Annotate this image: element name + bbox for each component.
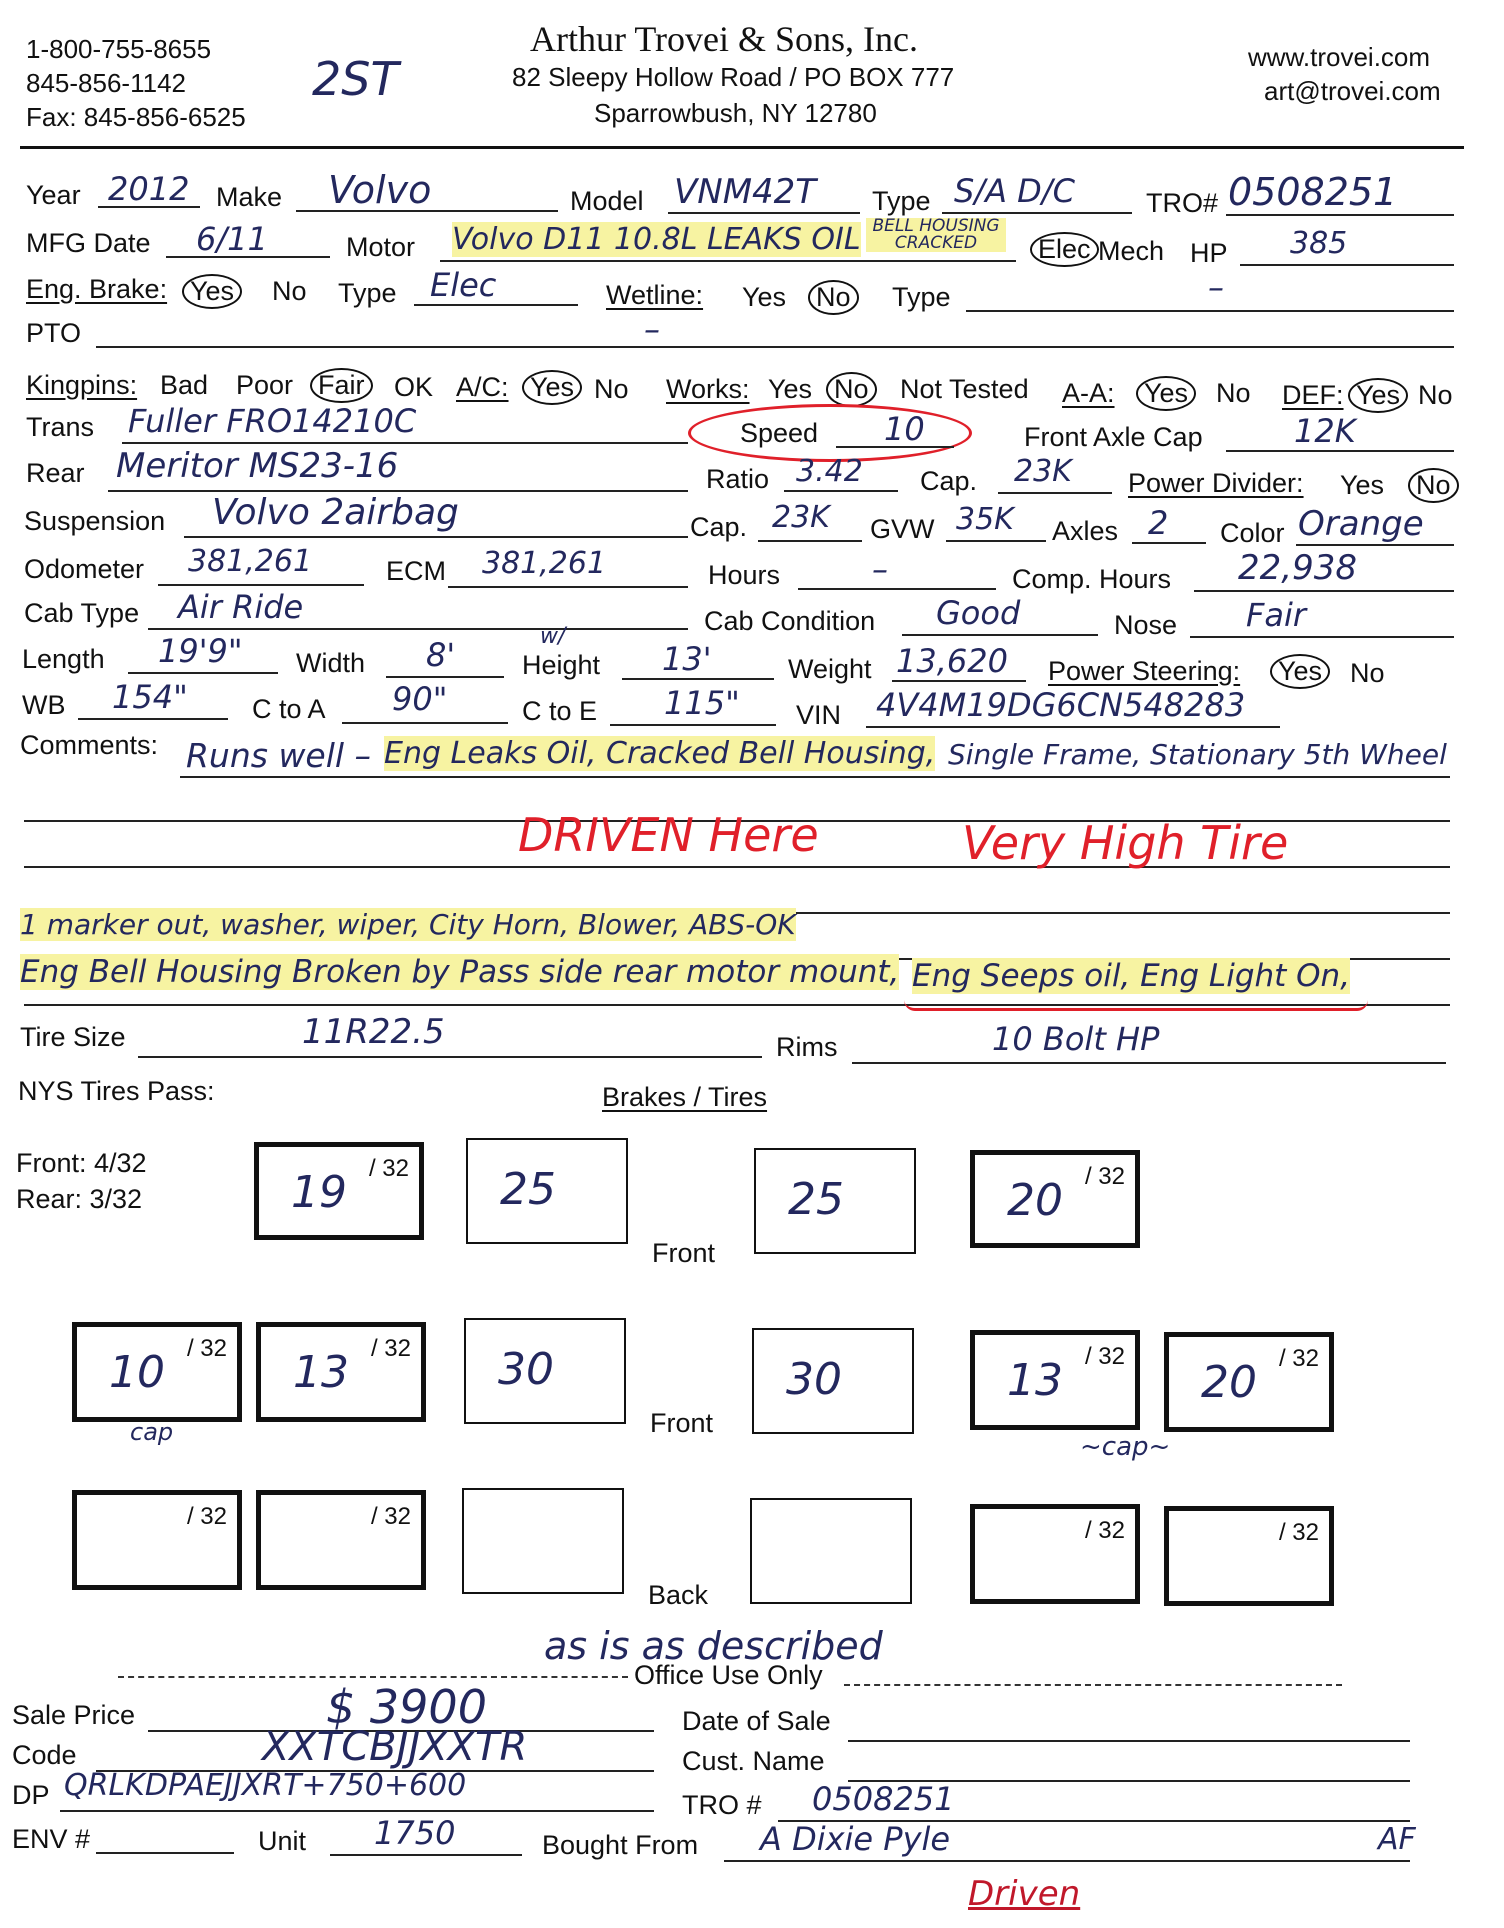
tire-box-back-2 bbox=[256, 1490, 426, 1590]
tire-box-row2-6 bbox=[1164, 1332, 1334, 1432]
wb-label: WB bbox=[22, 690, 66, 720]
comments-red-note-2: Very High Tire bbox=[962, 816, 1289, 870]
comp-hours-value: 22,938 bbox=[1238, 548, 1357, 588]
code-label: Code bbox=[12, 1740, 77, 1770]
axles-label: Axles bbox=[1052, 516, 1119, 546]
cap-note-right: ~cap~ bbox=[1080, 1432, 1171, 1462]
phone-2: 845-856-1142 bbox=[26, 68, 186, 98]
comments-line-5a: Eng Bell Housing Broken by Pass side rear motor mount, bbox=[20, 954, 900, 990]
tire-box-back-5 bbox=[970, 1504, 1140, 1604]
nose-label: Nose bbox=[1114, 610, 1178, 640]
brake-value: 30 bbox=[786, 1354, 842, 1405]
comments-line-1c: Single Frame, Stationary 5th Wheel bbox=[948, 738, 1447, 771]
office-use-only-label: Office Use Only bbox=[634, 1660, 823, 1690]
eng-type-label: Type bbox=[338, 278, 397, 308]
tire-box-row2-1 bbox=[72, 1322, 242, 1422]
sale-price-value: $ 3900 bbox=[326, 1680, 487, 1734]
weight-value: 13,620 bbox=[896, 642, 1008, 680]
tire-tread-value: 20 bbox=[1007, 1175, 1063, 1226]
axles-value: 2 bbox=[1148, 504, 1169, 542]
code-value: XXTCBJJXXTR bbox=[262, 1724, 528, 1770]
kingpins-ok: OK bbox=[394, 372, 434, 402]
suspension-cap-value: 23K bbox=[772, 500, 830, 535]
date-of-sale-label: Date of Sale bbox=[682, 1706, 831, 1736]
height-value: 13' bbox=[662, 640, 712, 678]
rear-tire-spec: Rear: 3/32 bbox=[16, 1184, 143, 1214]
company-address-2: Sparrowbush, NY 12780 bbox=[594, 98, 877, 128]
comments-red-underline bbox=[904, 1000, 1368, 1011]
c-to-a-label: C to A bbox=[252, 694, 326, 724]
company-email[interactable]: art@trovei.com bbox=[1264, 76, 1441, 106]
brake-value: 25 bbox=[500, 1164, 556, 1215]
vin-value: 4V4M19DG6CN548283 bbox=[876, 686, 1246, 724]
comments-line-1b: Eng Leaks Oil, Cracked Bell Housing, bbox=[384, 736, 936, 771]
pto-value: – bbox=[644, 310, 660, 348]
tire-fraction: / 32 bbox=[1278, 1345, 1319, 1372]
cust-name-label: Cust. Name bbox=[682, 1746, 825, 1776]
kingpins-bad: Bad bbox=[160, 370, 209, 400]
comments-line-5b: Eng Seeps oil, Eng Light On, bbox=[912, 958, 1351, 994]
power-steering-no: No bbox=[1350, 658, 1385, 688]
tire-fraction: / 32 bbox=[1084, 1163, 1125, 1190]
env-label: ENV # bbox=[12, 1824, 91, 1854]
comments-red-note-1: DRIVEN Here bbox=[518, 808, 819, 862]
brake-box-front-left bbox=[466, 1138, 628, 1244]
rear-cap-label: Cap. bbox=[920, 466, 978, 496]
fax-number: Fax: 845-856-6525 bbox=[26, 102, 246, 132]
nys-tires-pass-label: NYS Tires Pass: bbox=[18, 1076, 215, 1106]
tire-fraction: / 32 bbox=[1278, 1519, 1319, 1546]
c-to-a-value: 90" bbox=[392, 680, 448, 718]
tire-tread-value: 13 bbox=[293, 1347, 349, 1398]
odometer-label: Odometer bbox=[24, 554, 145, 584]
as-is-note: as is as described bbox=[544, 1624, 883, 1668]
tire-box-back-6 bbox=[1164, 1506, 1334, 1606]
ratio-value: 3.42 bbox=[796, 454, 863, 489]
length-label: Length bbox=[22, 644, 105, 674]
color-label: Color bbox=[1220, 518, 1285, 548]
tro-office-label: TRO # bbox=[682, 1790, 762, 1820]
bought-from-value: A Dixie Pyle bbox=[760, 1820, 951, 1858]
comp-hours-label: Comp. Hours bbox=[1012, 564, 1172, 594]
dp-value: QRLKDPAEJJXRT+750+600 bbox=[64, 1768, 467, 1803]
rear-value: Meritor MS23-16 bbox=[116, 446, 399, 486]
ac-no: No bbox=[594, 374, 629, 404]
def-no: No bbox=[1418, 380, 1453, 410]
wetline-type-label: Type bbox=[892, 282, 951, 312]
power-steering-yes-circled: Yes bbox=[1270, 654, 1330, 689]
phone-1: 1-800-755-8655 bbox=[26, 34, 212, 64]
wetline-type-value: – bbox=[1208, 268, 1224, 306]
dp-label: DP bbox=[12, 1780, 50, 1810]
mfg-date-label: MFG Date bbox=[26, 228, 151, 258]
kingpins-fair-circled: Fair bbox=[310, 368, 373, 403]
aa-label: A-A: bbox=[1062, 378, 1115, 408]
tire-fraction: / 32 bbox=[1084, 1517, 1125, 1544]
unit-label: Unit bbox=[258, 1826, 307, 1856]
c-to-e-value: 115" bbox=[664, 684, 740, 722]
rims-label: Rims bbox=[776, 1032, 838, 1062]
height-note: w/ bbox=[540, 624, 566, 649]
tire-tread-value: 10 bbox=[109, 1347, 165, 1398]
width-value: 8' bbox=[426, 636, 456, 674]
year-label: Year bbox=[26, 180, 81, 210]
rear-cap-value: 23K bbox=[1014, 454, 1072, 489]
suspension-label: Suspension bbox=[24, 506, 166, 536]
tire-fraction: / 32 bbox=[186, 1335, 227, 1362]
brake-box-row2-right bbox=[752, 1328, 914, 1434]
year-value: 2012 bbox=[108, 170, 190, 208]
tire-fraction: / 32 bbox=[368, 1155, 409, 1182]
office-dash-right bbox=[844, 1684, 1342, 1686]
pto-label: PTO bbox=[26, 318, 82, 348]
works-no-circled: No bbox=[826, 372, 877, 407]
power-steering-label: Power Steering: bbox=[1048, 656, 1241, 686]
eng-type-value: Elec bbox=[430, 266, 497, 304]
odometer-value: 381,261 bbox=[188, 544, 313, 579]
office-dash-left bbox=[118, 1676, 628, 1678]
type-value: S/A D/C bbox=[954, 172, 1075, 210]
kingpins-label: Kingpins: bbox=[26, 370, 138, 400]
driven-note: Driven bbox=[968, 1874, 1081, 1914]
motor-value: Volvo D11 10.8L LEAKS OIL bbox=[452, 222, 861, 257]
c-to-e-label: C to E bbox=[522, 696, 598, 726]
width-label: Width bbox=[296, 648, 366, 678]
model-label: Model bbox=[570, 186, 644, 216]
tire-box-row2-5 bbox=[970, 1330, 1140, 1430]
elec-option-circled: Elec bbox=[1030, 232, 1099, 267]
wetline-label: Wetline: bbox=[606, 280, 704, 310]
tire-tread-value: 20 bbox=[1201, 1357, 1257, 1408]
tro-value: 0508251 bbox=[1228, 170, 1398, 214]
rear-label: Rear bbox=[26, 458, 85, 488]
brake-value: 30 bbox=[498, 1344, 554, 1395]
nose-value: Fair bbox=[1246, 596, 1307, 634]
tire-box-front-right-outer bbox=[970, 1150, 1140, 1248]
brake-box-back-left bbox=[462, 1488, 624, 1594]
gvw-value: 35K bbox=[956, 502, 1014, 537]
motor-label: Motor bbox=[346, 232, 416, 262]
power-divider-label: Power Divider: bbox=[1128, 468, 1304, 498]
header-rule bbox=[20, 146, 1464, 149]
wetline-no-circled: No bbox=[808, 280, 859, 315]
hp-value: 385 bbox=[1290, 226, 1348, 261]
trans-label: Trans bbox=[26, 412, 95, 442]
weight-label: Weight bbox=[788, 654, 872, 684]
tire-fraction: / 32 bbox=[370, 1335, 411, 1362]
tire-box-front-left-outer bbox=[254, 1142, 424, 1240]
tro-office-value: 0508251 bbox=[812, 1780, 955, 1818]
cab-type-label: Cab Type bbox=[24, 598, 140, 628]
length-value: 19'9" bbox=[158, 632, 243, 670]
cab-condition-label: Cab Condition bbox=[704, 606, 876, 636]
make-label: Make bbox=[216, 182, 283, 212]
hp-label: HP bbox=[1190, 238, 1228, 268]
cab-type-value: Air Ride bbox=[178, 588, 304, 626]
motor-note: BELL HOUSING CRACKED bbox=[866, 218, 1006, 252]
type-label: Type bbox=[872, 186, 931, 216]
back-axle-label: Back bbox=[648, 1580, 709, 1610]
kingpins-poor: Poor bbox=[236, 370, 294, 400]
eng-brake-no: No bbox=[272, 276, 307, 306]
brake-value: 25 bbox=[788, 1174, 844, 1225]
company-address-1: 82 Sleepy Hollow Road / PO BOX 777 bbox=[512, 62, 955, 92]
unit-value: 1750 bbox=[374, 1814, 456, 1852]
mech-option: Mech bbox=[1098, 236, 1165, 266]
gvw-label: GVW bbox=[870, 514, 935, 544]
hours-label: Hours bbox=[708, 560, 781, 590]
ratio-label: Ratio bbox=[706, 464, 770, 494]
tro-label: TRO# bbox=[1146, 188, 1219, 218]
cab-condition-value: Good bbox=[936, 594, 1021, 632]
aa-no: No bbox=[1216, 378, 1251, 408]
speed-value: 10 bbox=[884, 410, 925, 448]
tire-fraction: / 32 bbox=[186, 1503, 227, 1530]
front-axle-label-2: Front bbox=[650, 1408, 714, 1438]
mfg-date-value: 6/11 bbox=[196, 220, 268, 258]
ac-label: A/C: bbox=[456, 372, 509, 402]
color-value: Orange bbox=[1298, 504, 1424, 544]
front-axle-label-1: Front bbox=[652, 1238, 716, 1268]
make-value: Volvo bbox=[328, 168, 432, 212]
comments-line-4: 1 marker out, washer, wiper, City Horn, Blower, ABS-OK bbox=[20, 908, 796, 941]
speed-label: Speed bbox=[740, 418, 819, 448]
ac-yes-circled: Yes bbox=[522, 370, 582, 405]
brake-box-back-right bbox=[750, 1498, 912, 1604]
tire-fraction: / 32 bbox=[1084, 1343, 1125, 1370]
initials: AF bbox=[1378, 1822, 1416, 1857]
works-label: Works: bbox=[666, 374, 750, 404]
trans-value: Fuller FRO14210C bbox=[128, 402, 417, 440]
stamp-note: 2ST bbox=[312, 52, 399, 106]
eng-brake-label: Eng. Brake: bbox=[26, 274, 168, 304]
suspension-value: Volvo 2airbag bbox=[212, 492, 459, 533]
brake-box-front-right bbox=[754, 1148, 916, 1254]
power-divider-yes: Yes bbox=[1340, 470, 1385, 500]
brakes-tires-heading: Brakes / Tires bbox=[602, 1082, 768, 1112]
tire-tread-value: 19 bbox=[291, 1167, 347, 1218]
aa-yes-circled: Yes bbox=[1136, 376, 1196, 411]
tire-size-value: 11R22.5 bbox=[302, 1012, 445, 1052]
company-website[interactable]: www.trovei.com bbox=[1248, 42, 1431, 72]
eng-brake-yes-circled: Yes bbox=[182, 274, 242, 309]
sale-price-label: Sale Price bbox=[12, 1700, 136, 1730]
hours-value: – bbox=[872, 550, 888, 588]
front-axle-cap-label: Front Axle Cap bbox=[1024, 422, 1203, 452]
works-not-tested: Not Tested bbox=[900, 374, 1029, 404]
wb-value: 154" bbox=[112, 678, 188, 716]
tire-box-back-1 bbox=[72, 1490, 242, 1590]
works-yes: Yes bbox=[768, 374, 813, 404]
comments-label: Comments: bbox=[20, 730, 159, 760]
ecm-value: 381,261 bbox=[482, 546, 607, 581]
vin-label: VIN bbox=[796, 700, 842, 730]
comments-line-1a: Runs well – bbox=[186, 736, 372, 775]
bought-from-label: Bought From bbox=[542, 1830, 699, 1860]
def-label: DEF: bbox=[1282, 380, 1344, 410]
front-tire-spec: Front: 4/32 bbox=[16, 1148, 147, 1178]
tire-size-label: Tire Size bbox=[20, 1022, 126, 1052]
brake-box-row2-left bbox=[464, 1318, 626, 1424]
rims-value: 10 Bolt HP bbox=[992, 1020, 1160, 1058]
front-axle-cap-value: 12K bbox=[1294, 412, 1356, 450]
height-label: Height bbox=[522, 650, 601, 680]
tire-fraction: / 32 bbox=[370, 1503, 411, 1530]
def-yes-circled: Yes bbox=[1348, 378, 1408, 413]
ecm-label: ECM bbox=[386, 556, 446, 586]
wetline-yes: Yes bbox=[742, 282, 787, 312]
power-divider-no-circled: No bbox=[1408, 468, 1459, 503]
suspension-cap-label: Cap. bbox=[690, 512, 748, 542]
tire-tread-value: 13 bbox=[1007, 1355, 1063, 1406]
company-name: Arthur Trovei & Sons, Inc. bbox=[530, 19, 919, 59]
model-value: VNM42T bbox=[674, 172, 817, 212]
tire-box-row2-2 bbox=[256, 1322, 426, 1422]
cap-note-left: cap bbox=[130, 1418, 174, 1446]
